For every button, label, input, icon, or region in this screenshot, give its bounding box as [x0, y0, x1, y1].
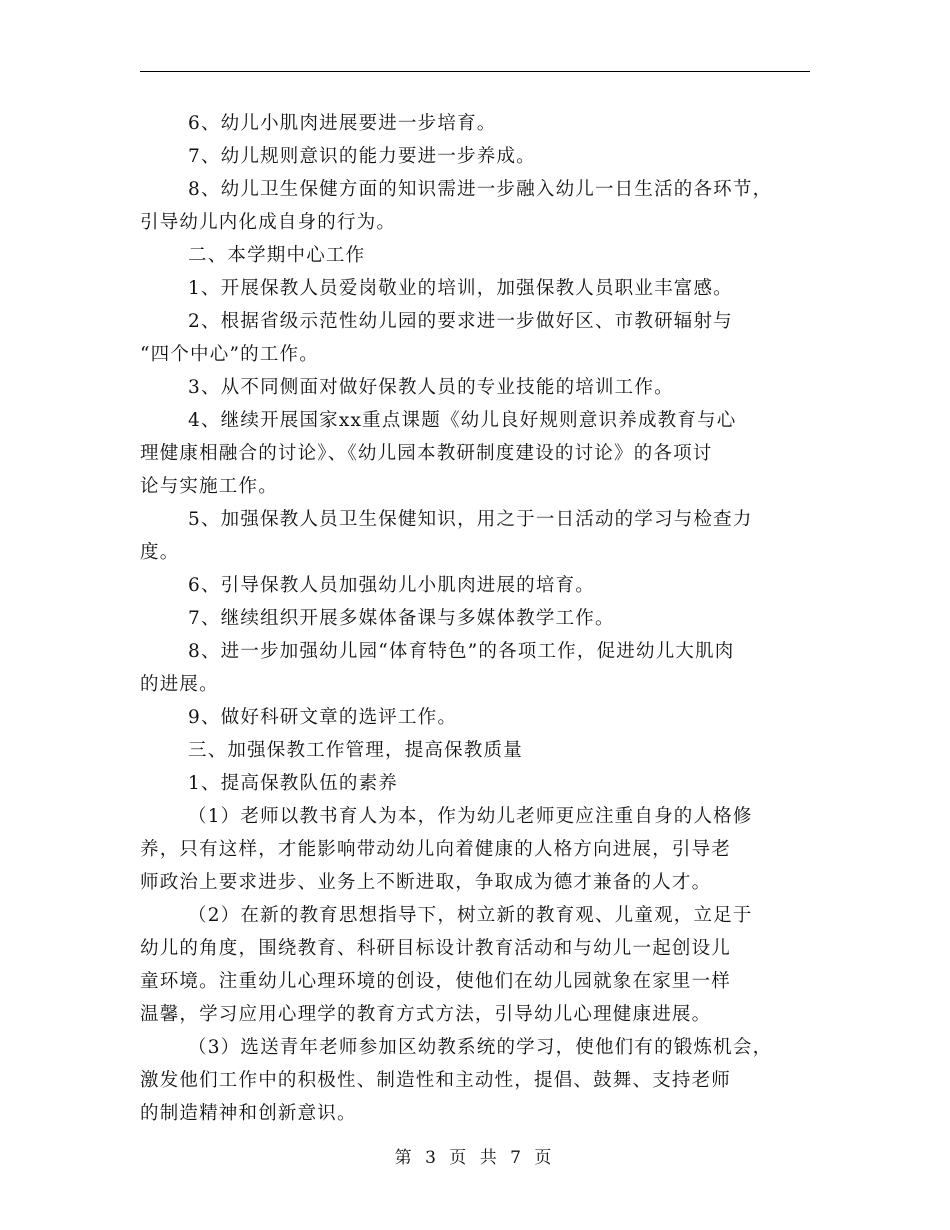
text-line: 8、进一步加强幼儿园“体育特色”的各项工作，促进幼儿大肌肉 [188, 641, 735, 662]
text-line: 5、加强保教人员卫生保健知识，用之于一日活动的学习与检查力 [188, 509, 753, 530]
text-line: 的制造精神和创新意识。 [140, 1103, 357, 1124]
text-line: （2）在新的教育思想指导下，树立新的教育观、儿童观，立足于 [188, 905, 753, 926]
text-line: 4、继续开展国家xx重点课题《幼儿良好规则意识养成教育与心 [188, 410, 737, 431]
text-line: 论与实施工作。 [140, 476, 278, 497]
text-line: 8、幼儿卫生保健方面的知识需进一步融入幼儿一日生活的各环节， [188, 179, 773, 200]
text-line: “四个中心”的工作。 [140, 344, 319, 365]
text-line: 的进展。 [140, 674, 219, 695]
text-line: 引导幼儿内化成自身的行为。 [140, 212, 397, 233]
text-line: 2、根据省级示范性幼儿园的要求进一步做好区、市教研辐射与 [188, 311, 733, 332]
page-footer: 第 3 页 共 7 页 [394, 1148, 556, 1168]
text-line: 7、幼儿规则意识的能力要进一步养成。 [188, 146, 536, 167]
text-line: 激发他们工作中的积极性、制造性和主动性，提倡、鼓舞、支持老师 [140, 1070, 732, 1091]
text-line: 理健康相融合的讨论》、《幼儿园本教研制度建设的讨论》的各项讨 [140, 443, 713, 464]
text-line: 9、做好科研文章的选评工作。 [188, 707, 458, 728]
text-line: 度。 [140, 542, 180, 563]
text-line: 师政治上要求进步、业务上不断进取，争取成为德才兼备的人才。 [140, 872, 712, 893]
section-heading: 三、加强保教工作管理，提高保教质量 [188, 740, 523, 761]
text-line: 童环境。注重幼儿心理环境的创设，使他们在幼儿园就象在家里一样 [140, 971, 732, 992]
document-body [140, 107, 812, 1130]
text-line: 6、幼儿小肌肉进展要进一步培育。 [188, 113, 497, 134]
section-heading: 二、本学期中心工作 [188, 245, 366, 266]
text-line: 3、从不同侧面对做好保教人员的专业技能的培训工作。 [188, 377, 674, 398]
text-line: 养，只有这样，才能影响带动幼儿向着健康的人格方向进展，引导老 [140, 839, 732, 860]
text-line: 7、继续组织开展多媒体备课与多媒体教学工作。 [188, 608, 615, 629]
text-line: 1、开展保教人员爱岗敬业的培训，加强保教人员职业丰富感。 [188, 278, 733, 299]
text-line: （1）老师以教书育人为本，作为幼儿老师更应注重自身的人格修 [188, 806, 753, 827]
text-line: 6、引导保教人员加强幼儿小肌肉进展的培育。 [188, 575, 595, 596]
text-line: 温馨，学习应用心理学的教育方式方法，引导幼儿心理健康进展。 [140, 1004, 712, 1025]
subsection-heading: 1、提高保教队伍的素养 [188, 773, 398, 794]
text-line: （3）选送青年老师参加区幼教系统的学习，使他们有的锻炼机会， [188, 1037, 773, 1058]
text-line: 幼儿的角度，围绕教育、科研目标设计教育活动和与幼儿一起创设儿 [140, 938, 732, 959]
header-rule [140, 71, 810, 72]
